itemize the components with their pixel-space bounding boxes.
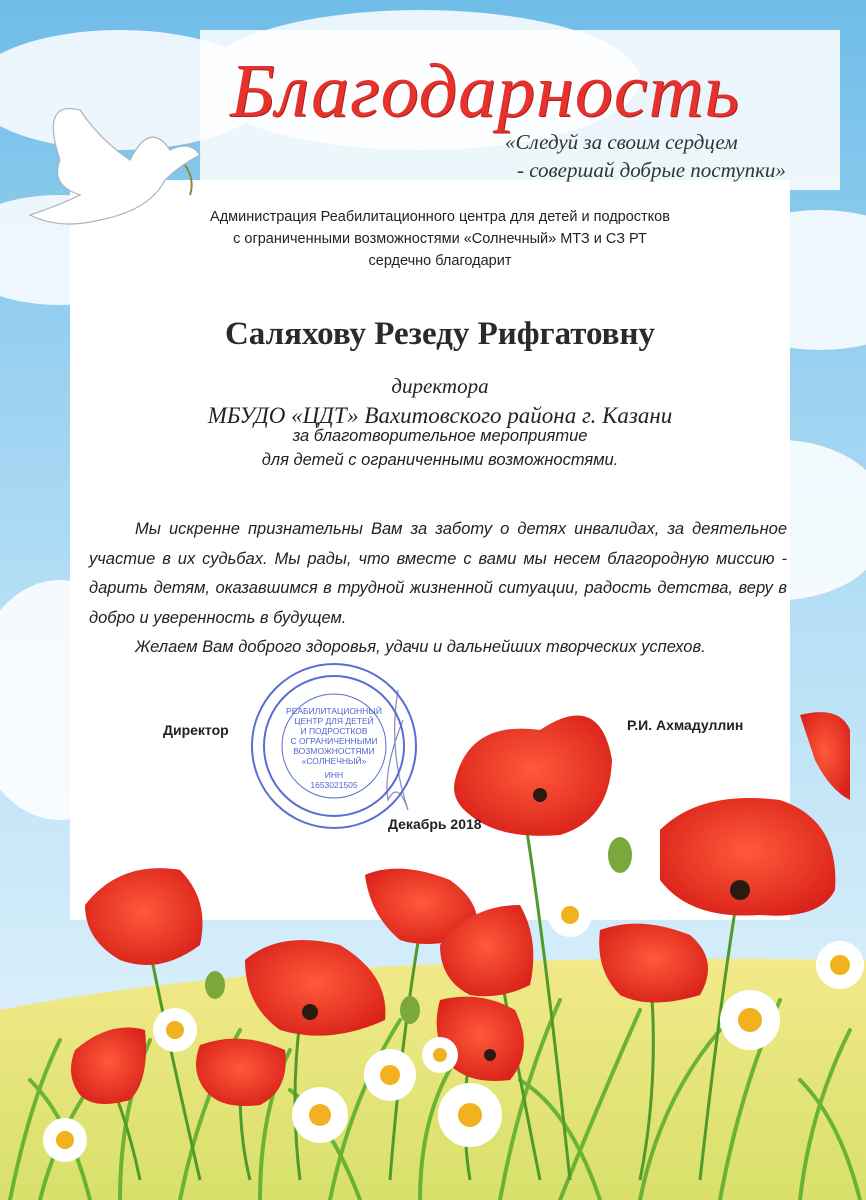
reason — [120, 424, 760, 472]
header-line: сердечно благодарит — [368, 253, 512, 269]
issue-date: Декабрь 2018 — [388, 816, 482, 832]
stamp-line: ВОЗМОЖНОСТЯМИ — [293, 746, 375, 756]
stamp-line: «СОЛНЕЧНЫЙ» — [301, 756, 367, 766]
signatory-name: Р.И. Ахмадуллин — [627, 717, 744, 733]
organization-line: МБУДО «ЦДТ» Вахитовского района г. Казани — [207, 403, 673, 428]
stamp-line: ИНН — [324, 770, 344, 780]
motto — [505, 128, 835, 184]
header-line: Администрация Реабилитационного центра для детей и подростков — [210, 209, 670, 225]
certificate-title: Благодарность — [230, 49, 740, 133]
position-line: директора — [391, 374, 489, 398]
signatory-title: Директор — [163, 722, 229, 738]
gratitude-text — [89, 515, 787, 663]
stamp-line: ЦЕНТР ДЛЯ ДЕТЕЙ — [294, 716, 374, 726]
reason-line: для детей с ограниченными возможностями. — [261, 451, 619, 469]
reason-line: за благотворительное мероприятие — [292, 427, 588, 445]
motto-line: «Следуй за своим сердцем — [505, 130, 738, 154]
stamp-line: РЕАБИЛИТАЦИОННЫЙ — [286, 706, 382, 716]
recipient-name: Саляхову Резеду Рифгатовну — [224, 316, 656, 352]
body-paragraph: Желаем Вам доброго здоровья, удачи и дальнейших творческих успехов. — [135, 638, 706, 656]
stamp-line: С ОГРАНИЧЕННЫМИ — [290, 736, 378, 746]
body-paragraph: Мы искренне признательны Вам за заботу о детях инвалидах, за деятельное участие в их судьбах. Мы рады, что вместе с вами мы несем благородную миссию - дарить детям, оказавшимся в трудной жизненной ситуации, радость детства, веру в добро и уверенность в будущем. — [89, 520, 787, 627]
stamp-line: 1653021505 — [310, 780, 358, 790]
header-line: с ограниченными возможностями «Солнечный» МТЗ и СЗ РТ — [233, 231, 647, 247]
official-stamp — [248, 660, 420, 832]
stamp-line: И ПОДРОСТКОВ — [300, 726, 368, 736]
motto-line: - совершай добрые поступки» — [517, 158, 786, 182]
issuer-header — [140, 206, 740, 272]
recipient-position — [100, 372, 780, 432]
